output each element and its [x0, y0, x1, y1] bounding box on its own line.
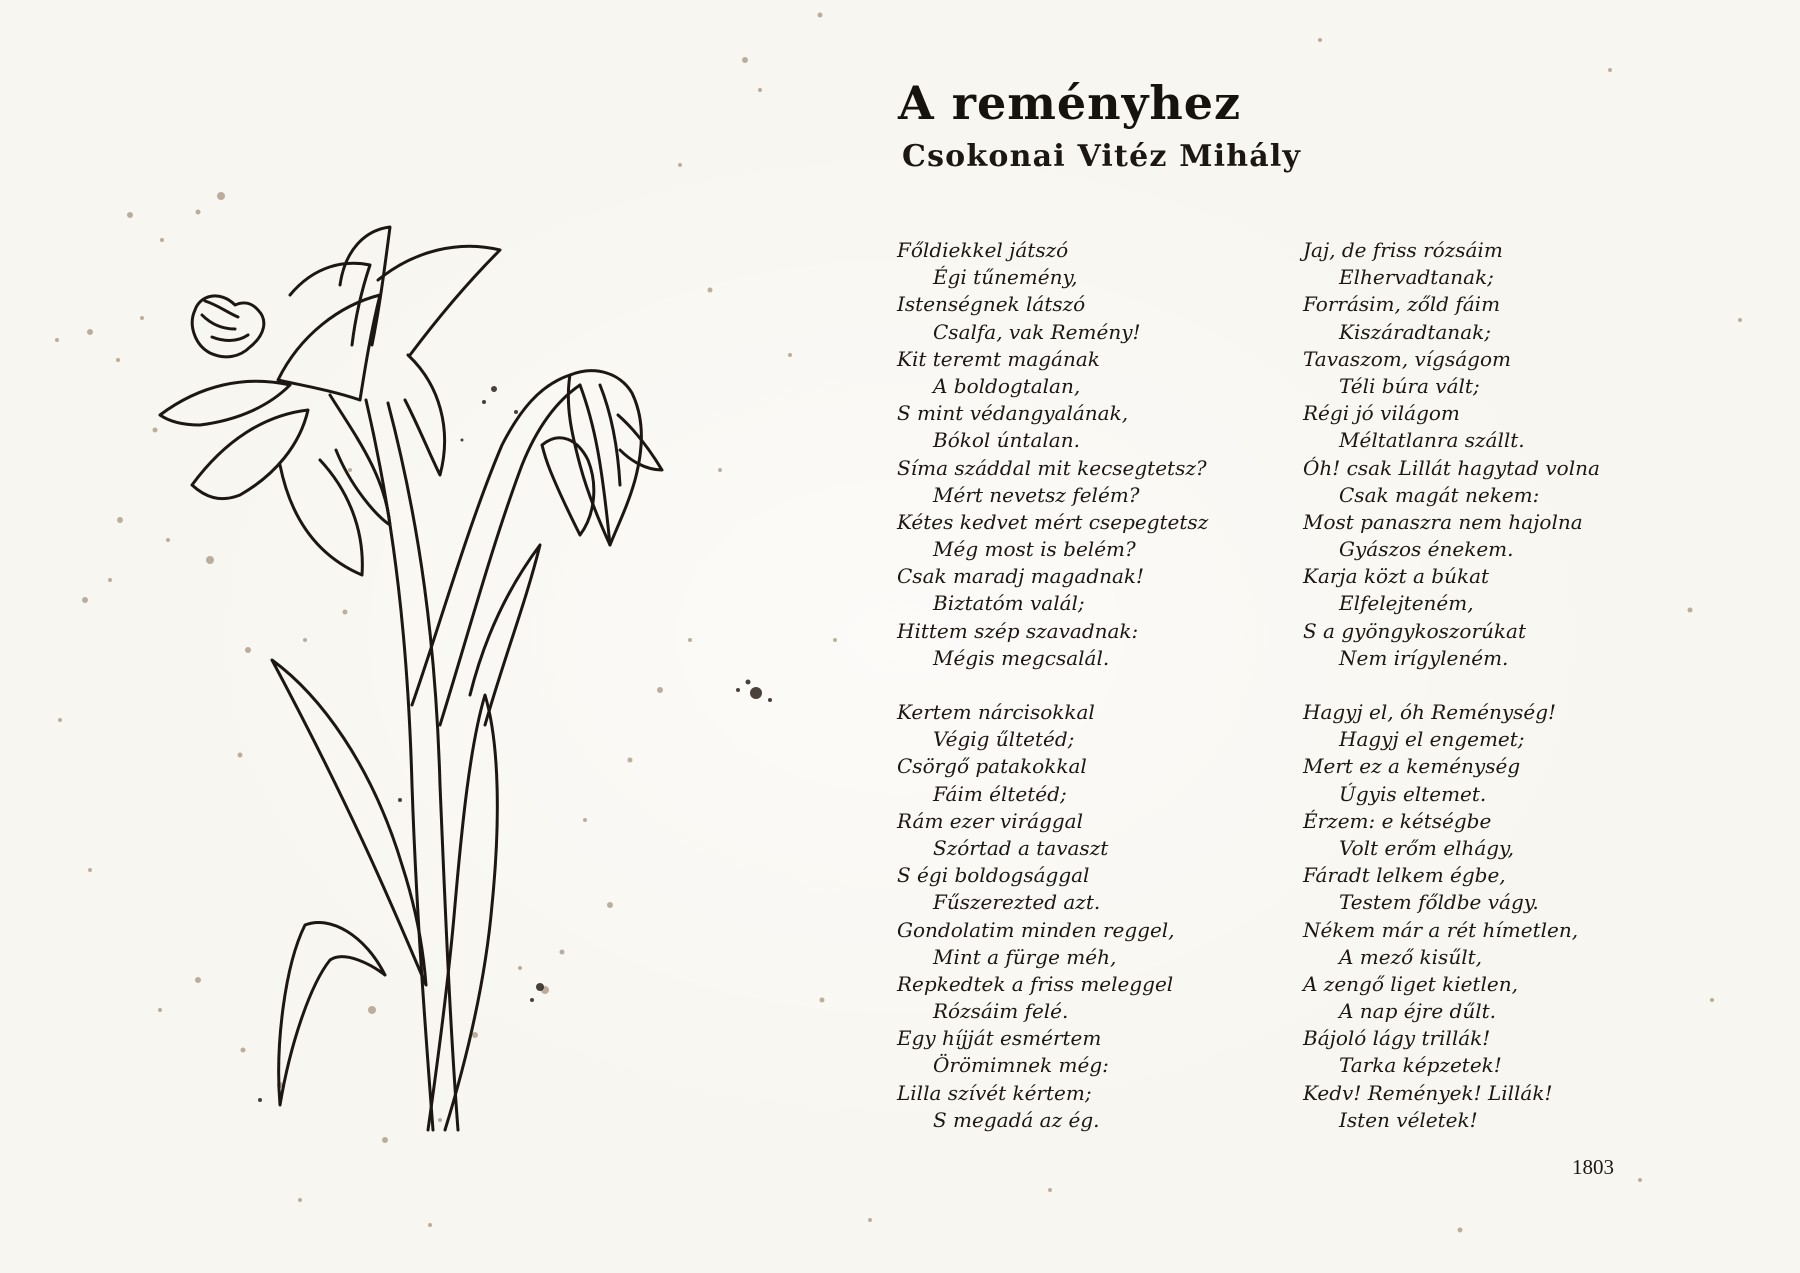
verse-line: Úgyis eltemet.: [1339, 781, 1487, 806]
verse-line: Istenségnek látszó: [897, 292, 1086, 317]
verse-line: Égi tűnemény,: [933, 265, 1078, 290]
verse-line: Csak magát nekem:: [1339, 482, 1540, 507]
verse-line: Fűszerezted azt.: [933, 890, 1101, 915]
verse-line: Csalfa, vak Remény!: [933, 319, 1141, 344]
verse-line: Fáim éltetéd;: [933, 781, 1067, 806]
verse-line: Kedv! Remények! Lillák!: [1303, 1080, 1553, 1105]
stanza: [897, 699, 1317, 1134]
poem-author: Csokonai Vitéz Mihály: [902, 139, 1302, 174]
verse-line: A boldogtalan,: [933, 373, 1081, 398]
verse-line: Rám ezer virággal: [897, 808, 1083, 833]
verse-line: Kit teremt magának: [897, 346, 1100, 371]
verse-line: Elfelejteném,: [1339, 591, 1474, 616]
verse-line: Hagyj el engemet;: [1339, 727, 1525, 752]
verse-line: Főldiekkel játszó: [897, 238, 1069, 262]
verse-line: Isten véletek!: [1339, 1107, 1478, 1132]
verse-line: Fáradt lelkem égbe,: [1303, 863, 1506, 888]
verse-line: Bájoló lágy trillák!: [1303, 1026, 1491, 1051]
verse-line: Volt erőm elhágy,: [1339, 835, 1515, 860]
stanza: [1303, 237, 1723, 672]
poem-year: 1803: [1572, 1155, 1614, 1179]
verse-line: Régi jó világom: [1303, 401, 1460, 426]
verse-line: Elhervadtanak;: [1339, 265, 1494, 290]
verse-line: Tarka képzetek!: [1339, 1053, 1502, 1078]
poem-title: A reményhez: [898, 76, 1242, 130]
verse-line: Óh! csak Lillát hagytad volna: [1303, 455, 1600, 480]
verse-line: Testem főldbe vágy.: [1339, 890, 1539, 915]
verse-line: Mert ez a keménység: [1303, 754, 1521, 779]
verse-line: Mint a fürge méh,: [933, 944, 1117, 969]
verse-line: Örömimnek még:: [933, 1053, 1109, 1078]
verse-line: Egy híjját esmértem: [897, 1026, 1102, 1051]
verse-line: Nékem már a rét hímetlen,: [1303, 917, 1579, 942]
verse-line: Kétes kedvet mért csepegtetsz: [897, 509, 1209, 534]
verse-line: S égi boldogsággal: [897, 863, 1090, 888]
verse-line: Hagyj el, óh Reménység!: [1303, 700, 1557, 724]
verse-line: Végig űltetéd;: [933, 727, 1075, 752]
verse-line: Tavaszom, vígságom: [1303, 346, 1511, 371]
verse-line: Síma száddal mit kecsegtetsz?: [897, 455, 1207, 480]
verse-line: Most panaszra nem hajolna: [1303, 509, 1583, 534]
verse-line: Érzem: e kétségbe: [1303, 808, 1492, 833]
verse-line: S a gyöngykoszorúkat: [1303, 618, 1526, 643]
verse-line: A mező kisűlt,: [1339, 944, 1482, 969]
daffodil-illustration-icon: [140, 225, 730, 1135]
verse-line: S megadá az ég.: [933, 1107, 1100, 1132]
verse-line: Hittem szép szavadnak:: [897, 618, 1139, 643]
verse-line: Biztatóm valál;: [933, 591, 1085, 616]
verse-line: Gyászos énekem.: [1339, 537, 1514, 562]
poem-column-right: [1303, 237, 1723, 1161]
verse-line: A zengő liget kietlen,: [1303, 971, 1518, 996]
verse-line: Téli búra vált;: [1339, 373, 1480, 398]
verse-line: Bókol úntalan.: [933, 428, 1080, 453]
verse-line: Mégis megcsalál.: [933, 645, 1110, 670]
verse-line: Csörgő patakokkal: [897, 754, 1087, 779]
verse-line: Lilla szívét kértem;: [897, 1080, 1092, 1105]
verse-line: Szórtad a tavaszt: [933, 835, 1109, 860]
verse-line: Karja közt a búkat: [1303, 564, 1490, 589]
stanza: [1303, 699, 1723, 1134]
verse-line: Rózsáim felé.: [933, 999, 1069, 1024]
verse-line: Forrásim, zőld fáim: [1303, 292, 1501, 317]
verse-line: Nem irígyleném.: [1339, 645, 1509, 670]
verse-line: Repkedtek a friss meleggel: [897, 971, 1174, 996]
verse-line: S mint védangyalának,: [897, 401, 1129, 426]
verse-line: Még most is belém?: [933, 537, 1136, 562]
verse-line: Kiszáradtanak;: [1339, 319, 1491, 344]
verse-line: Méltatlanra szállt.: [1339, 428, 1525, 453]
verse-line: Mért nevetsz felém?: [933, 482, 1140, 507]
verse-line: Csak maradj magadnak!: [897, 564, 1145, 589]
verse-line: Jaj, de friss rózsáim: [1303, 238, 1503, 262]
verse-line: Kertem nárcisokkal: [897, 700, 1095, 724]
verse-line: Gondolatim minden reggel,: [897, 917, 1175, 942]
stanza: [897, 237, 1317, 672]
poem-column-left: [897, 237, 1317, 1161]
verse-line: A nap éjre dűlt.: [1339, 999, 1497, 1024]
